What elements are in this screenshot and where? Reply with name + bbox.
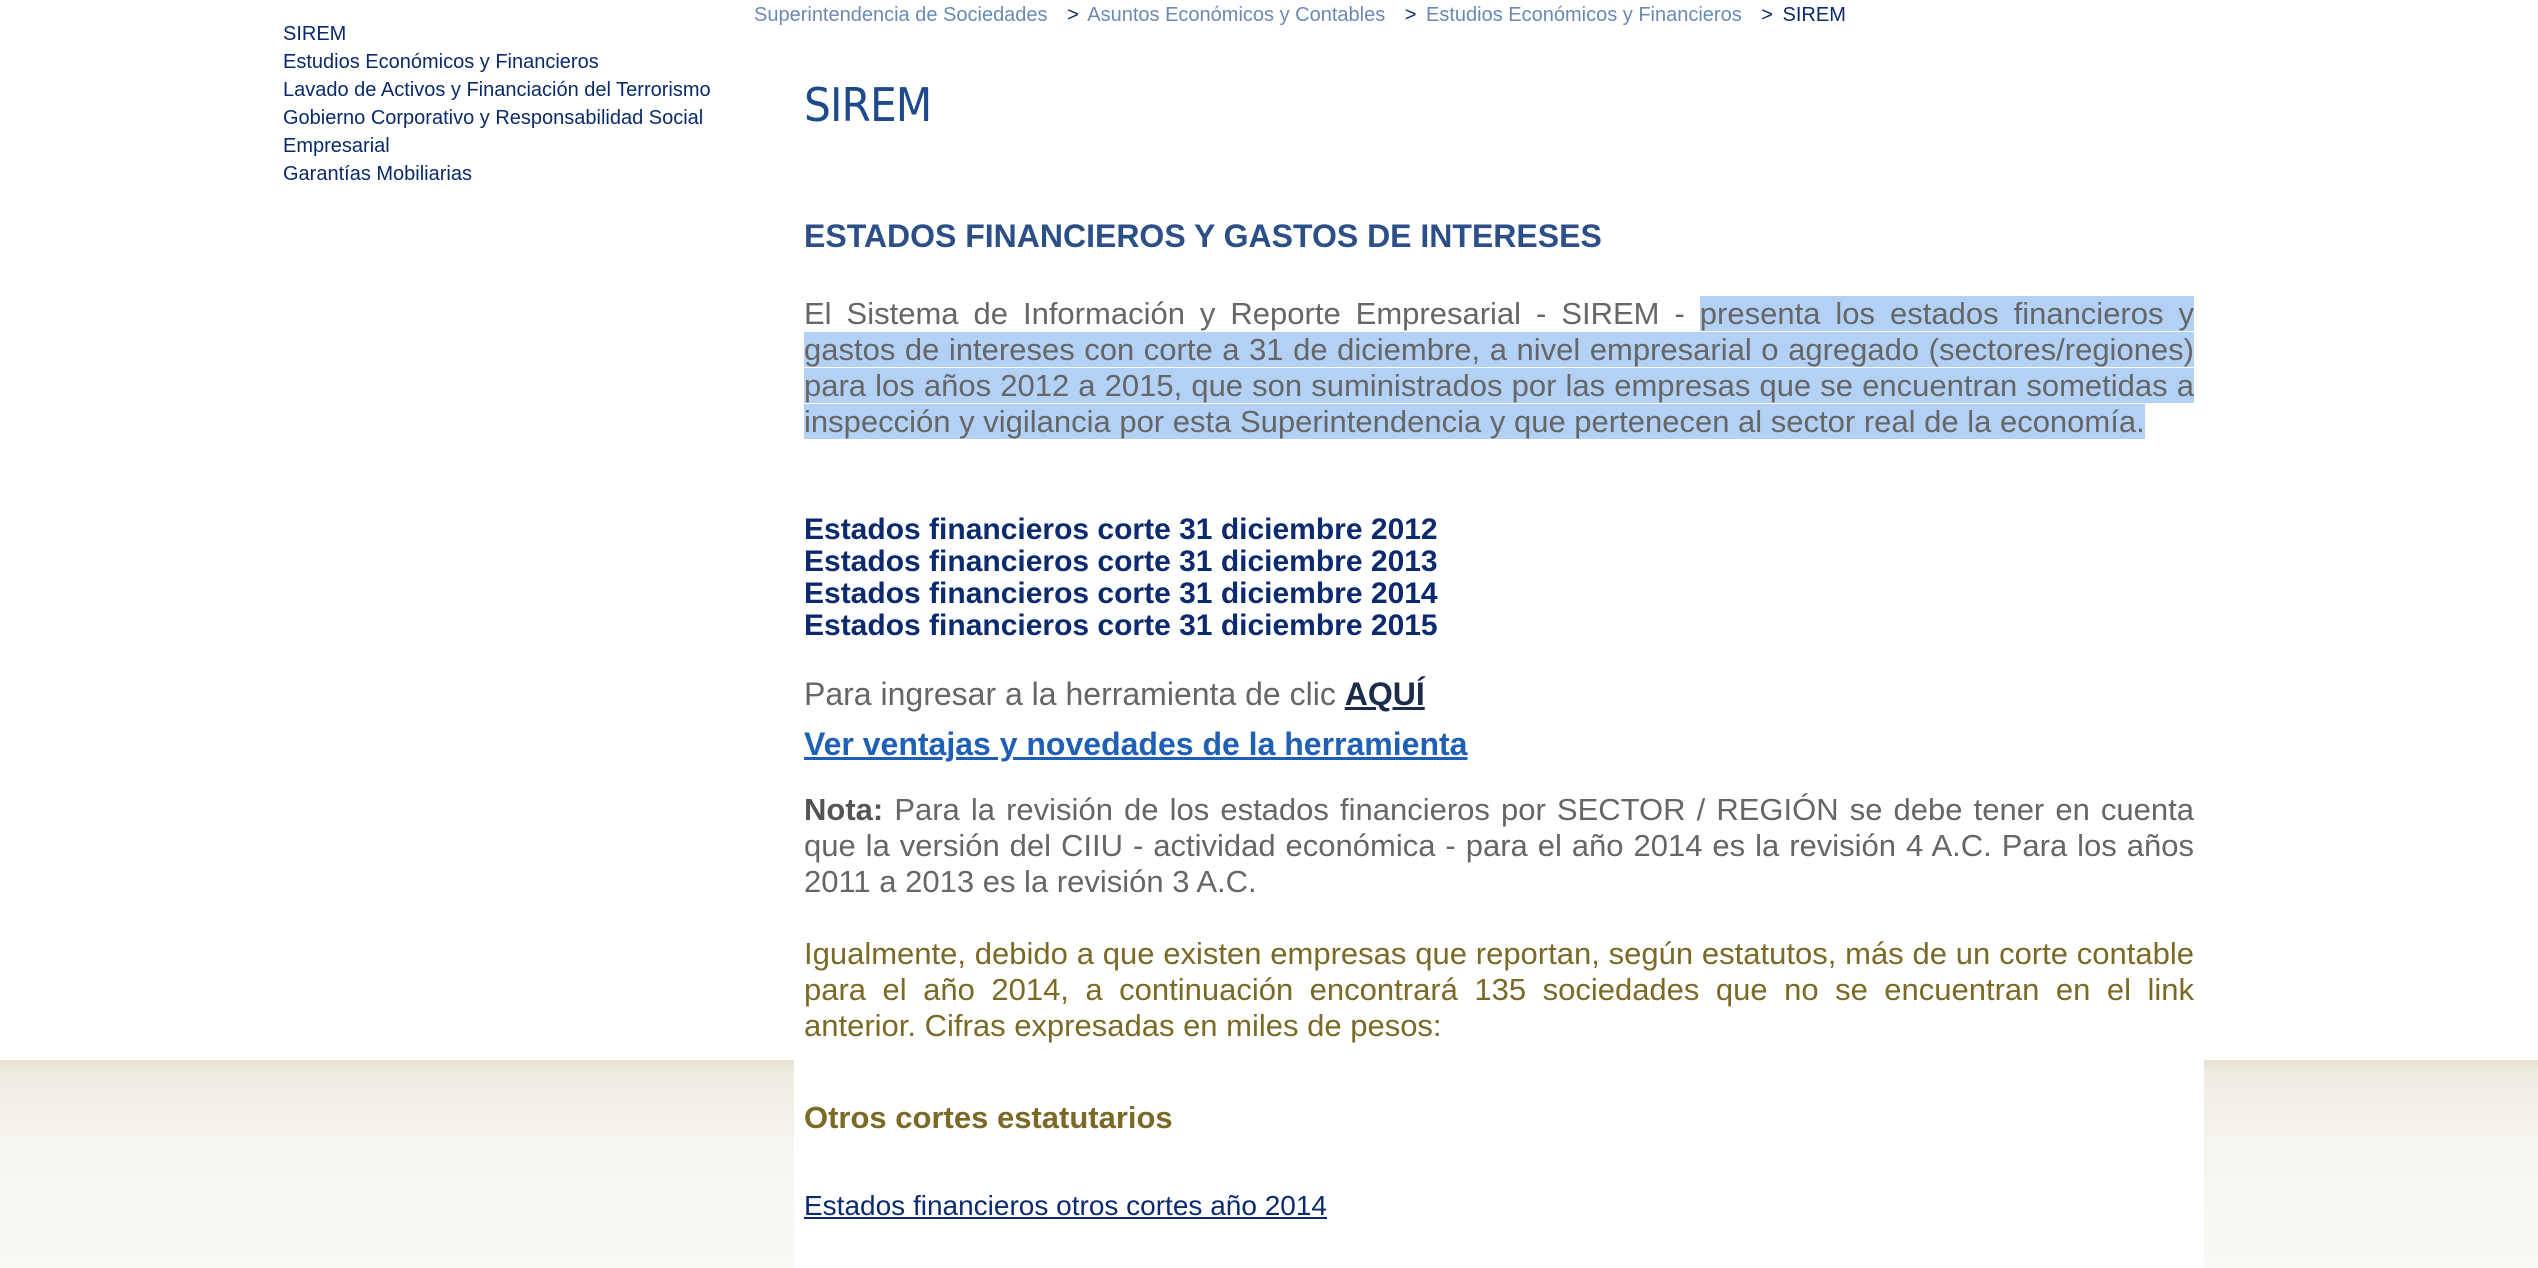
sidebar-item-estudios-economicos[interactable]: Estudios Económicos y Financieros [283, 51, 599, 73]
financial-statements-links [804, 514, 1438, 642]
note-label: Nota: [804, 792, 884, 827]
other-cuts-2014-link[interactable]: Estados financieros otros cortes año 2014 [804, 1190, 1327, 1221]
breadcrumb-separator: > [1404, 4, 1417, 26]
sidebar-nav [283, 20, 743, 188]
breadcrumb-current: SIREM [1782, 4, 1846, 26]
note-paragraph [804, 792, 2194, 900]
section-heading: ESTADOS FINANCIEROS Y GASTOS DE INTERESES [804, 218, 1602, 254]
breadcrumb [754, 0, 1846, 30]
financial-statements-2013-link[interactable]: Estados financieros corte 31 diciembre 2013 [804, 545, 1438, 578]
intro-paragraph [804, 296, 2194, 440]
additional-info-paragraph: Igualmente, debido a que existen empresas que reportan, según estatutos, más de un corte contable para el año 2014, a continuación encontrará 135 sociedades que no se encuentran en el link anterior. Cifras expresadas en miles de pesos: [804, 936, 2194, 1043]
aqui-link[interactable]: AQUÍ [1344, 676, 1425, 712]
page-title: SIREM [804, 78, 932, 132]
sidebar-item-sirem[interactable]: SIREM [283, 23, 347, 45]
other-cuts-heading: Otros cortes estatutarios [804, 1100, 1173, 1135]
sidebar-item-garantias-mobiliarias[interactable]: Garantías Mobiliarias [283, 163, 472, 185]
sidebar-item-gobierno-corporativo[interactable]: Gobierno Corporativo y Responsabilidad Social Empresarial [283, 107, 704, 157]
tool-advantages-link[interactable]: Ver ventajas y novedades de la herramienta [804, 726, 1468, 762]
breadcrumb-link-asuntos-economicos[interactable]: Asuntos Económicos y Contables [1087, 4, 1386, 26]
note-text: Para la revisión de los estados financieros por SECTOR / REGIÓN se debe tener en cuenta que la versión del CIIU - actividad económica - para el año 2014 es la revisión 4 A.C. Para los años 2011 a 2013 es la revisión 3 A.C. [804, 792, 2194, 899]
breadcrumb-link-superintendencia[interactable]: Superintendencia de Sociedades [754, 4, 1048, 26]
breadcrumb-separator: > [1067, 4, 1079, 26]
tool-access-label: Para ingresar a la herramienta de clic [804, 676, 1345, 712]
financial-statements-2014-link[interactable]: Estados financieros corte 31 diciembre 2014 [804, 577, 1438, 610]
breadcrumb-link-estudios-economicos[interactable]: Estudios Económicos y Financieros [1426, 4, 1742, 26]
tool-access-text [804, 676, 1425, 713]
intro-selected-text: presenta los estados financieros y gastos de intereses con corte a 31 de diciembre, a nivel empresarial o agregado (sectores/regiones) para los años 2012 a 2015, que son suministrados por las empresas que se encuentran sometidas a inspección y vigilancia por esta Superintendencia y que pertenecen al sector real de la economía. [804, 296, 2194, 439]
financial-statements-2015-link[interactable]: Estados financieros corte 31 diciembre 2015 [804, 609, 1438, 642]
breadcrumb-separator: > [1761, 4, 1773, 26]
intro-text: El Sistema de Información y Reporte Empresarial - SIREM - [804, 296, 1700, 331]
sidebar-item-lavado-de-activos[interactable]: Lavado de Activos y Financiación del Terrorismo [283, 79, 711, 101]
financial-statements-2012-link[interactable]: Estados financieros corte 31 diciembre 2012 [804, 513, 1438, 546]
